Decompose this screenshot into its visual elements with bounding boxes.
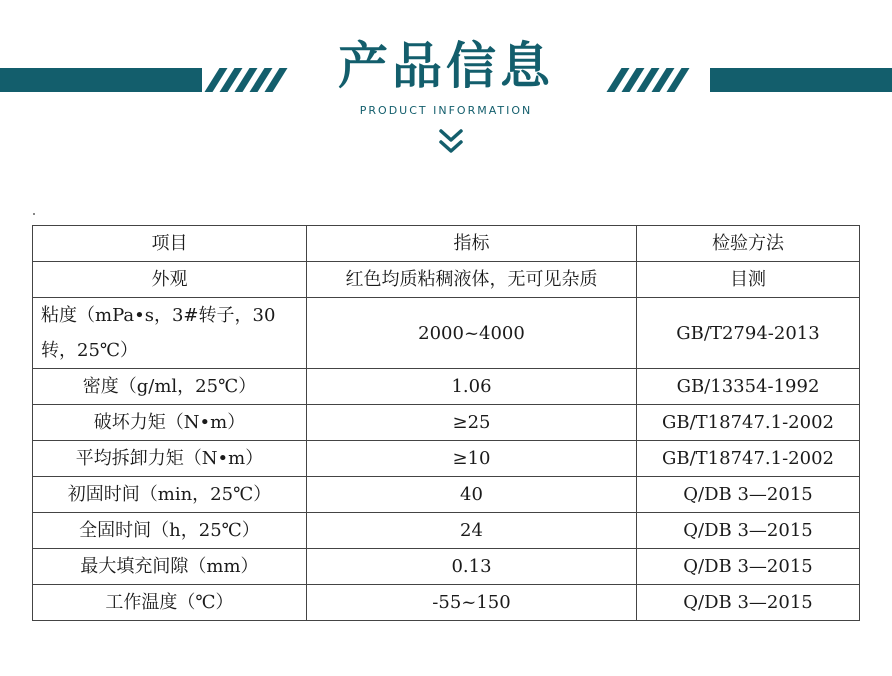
table-row — [33, 405, 860, 441]
row-item: 密度（g/ml，25℃） — [33, 369, 307, 405]
table-row — [33, 513, 860, 549]
product-spec-table — [32, 225, 860, 621]
row-method: Q/DB 3—2015 — [637, 513, 860, 549]
stray-dot — [33, 213, 35, 215]
row-method: Q/DB 3—2015 — [637, 477, 860, 513]
table-row — [33, 369, 860, 405]
table-row — [33, 441, 860, 477]
table-row — [33, 298, 860, 369]
section-title: 产品信息 — [338, 37, 554, 95]
double-chevron-down-icon — [436, 128, 466, 156]
row-spec: ≥25 — [307, 405, 637, 441]
row-item: 平均拆卸力矩（N•m） — [33, 441, 307, 477]
column-header-method: 检验方法 — [637, 226, 860, 262]
row-method: GB/T18747.1-2002 — [637, 405, 860, 441]
row-spec: -55~150 — [307, 585, 637, 621]
table-row — [33, 585, 860, 621]
row-spec: ≥10 — [307, 441, 637, 477]
row-method: GB/T18747.1-2002 — [637, 441, 860, 477]
row-item: 最大填充间隙（mm） — [33, 549, 307, 585]
row-spec: 0.13 — [307, 549, 637, 585]
row-item: 初固时间（min，25℃） — [33, 477, 307, 513]
row-method: Q/DB 3—2015 — [637, 585, 860, 621]
row-spec: 40 — [307, 477, 637, 513]
row-method: Q/DB 3—2015 — [637, 549, 860, 585]
row-item: 破坏力矩（N•m） — [33, 405, 307, 441]
section-header — [0, 0, 892, 200]
row-method: GB/13354-1992 — [637, 369, 860, 405]
row-method: 目测 — [637, 262, 860, 298]
table-header-row — [33, 226, 860, 262]
section-subtitle: PRODUCT INFORMATION — [359, 104, 533, 117]
row-item-line1: 粘度（mPa•s，3#转子，30 — [41, 305, 276, 326]
row-spec: 24 — [307, 513, 637, 549]
row-spec: 1.06 — [307, 369, 637, 405]
table-row — [33, 477, 860, 513]
table-row — [33, 262, 860, 298]
row-method: GB/T2794-2013 — [637, 298, 860, 369]
row-spec: 红色均质粘稠液体，无可见杂质 — [307, 262, 637, 298]
column-header-item: 项目 — [33, 226, 307, 262]
row-item: 全固时间（h，25℃） — [33, 513, 307, 549]
row-spec: 2000~4000 — [307, 298, 637, 369]
table-row — [33, 549, 860, 585]
row-item: 外观 — [33, 262, 307, 298]
row-item-line2: 转，25℃） — [41, 340, 139, 361]
row-item: 工作温度（℃） — [33, 585, 307, 621]
row-item — [33, 298, 307, 369]
column-header-spec: 指标 — [307, 226, 637, 262]
